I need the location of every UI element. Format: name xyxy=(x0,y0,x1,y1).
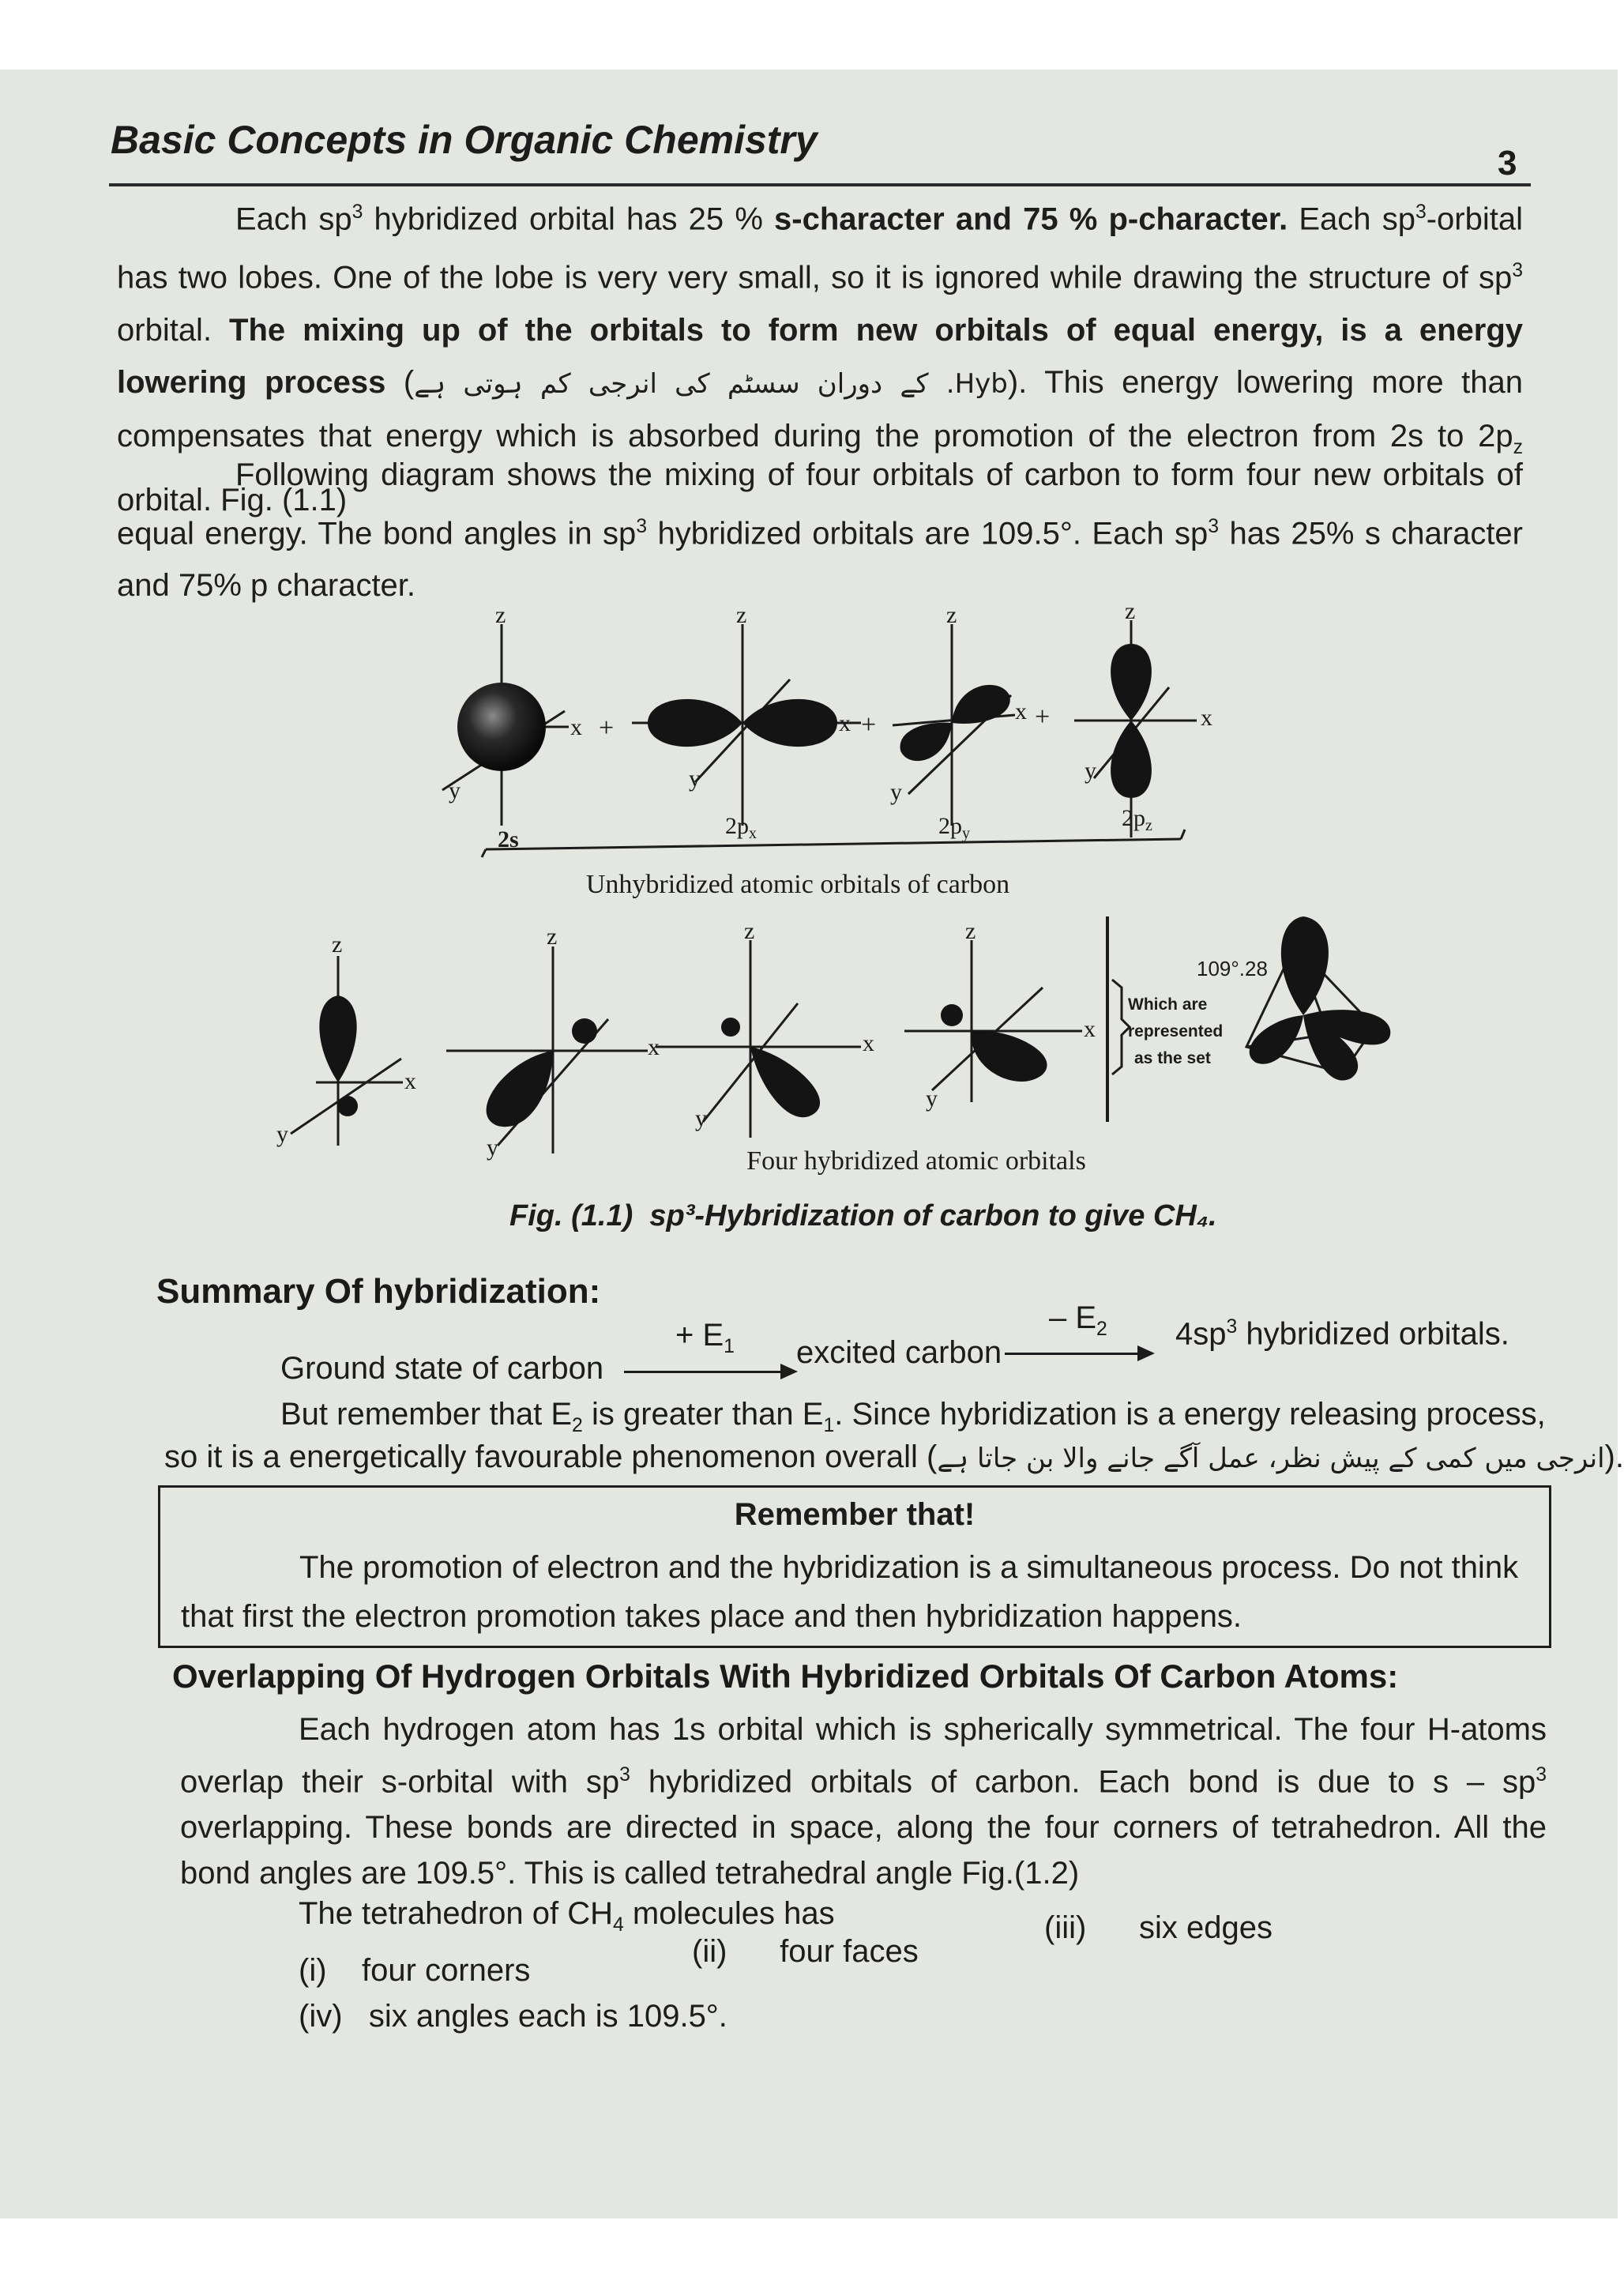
urdu-note: انرجی میں کمی کے پیش نظر، عمل آگے جانے والا بن جاتا ہے xyxy=(937,1443,1605,1474)
superscript: 3 xyxy=(636,516,648,537)
list-item xyxy=(299,1953,530,1989)
orbital-lobe xyxy=(952,685,1010,724)
remember-title: Remember that! xyxy=(734,1497,976,1532)
text-run: The tetrahedron of CH xyxy=(299,1896,613,1931)
text-run: – E xyxy=(1049,1300,1097,1335)
superscript: 3 xyxy=(1415,201,1427,223)
summary-line-favourable xyxy=(164,1439,1624,1475)
axis-label-z: z xyxy=(744,918,755,944)
axis-label-x: x xyxy=(1084,1016,1096,1042)
list-item-text: six angles each is 109.5°. xyxy=(368,1999,727,2034)
bold-text: The mixing up of the orbitals to form new orbitals of equal energy, is a energy lowering process xyxy=(117,312,1524,400)
list-item-number: (ii) xyxy=(692,1934,727,1969)
text-run: Each sp xyxy=(1288,201,1415,237)
tetrahedron-intro xyxy=(299,1896,835,1936)
text-run: hybridized orbitals of carbon. Each bond is due to s – sp xyxy=(630,1764,1536,1800)
bracket-end xyxy=(482,849,486,857)
tetrahedral-set-drawing xyxy=(1246,916,1390,1081)
bracket-end xyxy=(1181,830,1185,839)
figure-caption xyxy=(509,1199,1217,1233)
text-run: ). This energy lowering more than compensates that energy which is absorbed during the promotion of the electron from 2s to 2p xyxy=(117,364,1524,453)
axis-label-x: x xyxy=(1015,698,1027,724)
remember-body: The promotion of electron and the hybridization is a simultaneous process. Do not think that first the electron promotion takes place and then hybridization happens. xyxy=(181,1550,1519,1634)
arrow-e1-head xyxy=(780,1364,798,1379)
axis-label-y: y xyxy=(689,766,701,792)
text-run: has 25% s character and 75% p character. xyxy=(117,516,1523,604)
summary-excited-carbon: excited carbon xyxy=(796,1335,1002,1370)
axis-label-z: z xyxy=(547,924,558,950)
axis-label-x: x xyxy=(1201,705,1212,731)
superscript: 3 xyxy=(351,201,363,223)
overlap-heading: Overlapping Of Hydrogen Orbitals With Hybridized Orbitals Of Carbon Atoms: xyxy=(172,1658,1399,1695)
axis-label-x: x xyxy=(839,710,851,736)
text-run: overlapping. These bonds are directed in space, along the four corners of tetrahedron. All the bond angles are 109.5°. This is called tetrahedral angle Fig.(1.2) xyxy=(180,1810,1547,1891)
axis-label-z: z xyxy=(965,918,976,944)
orbital-lobe xyxy=(900,723,952,762)
orbital-label-2s: 2s xyxy=(498,826,519,852)
set-brace xyxy=(1112,980,1130,1074)
orbital-lobe xyxy=(648,699,742,747)
arrow-e2-head xyxy=(1137,1345,1155,1361)
hybrid-orbital-lobe xyxy=(1281,916,1329,1015)
overlap-paragraph xyxy=(180,1707,1547,1896)
subscript: 2 xyxy=(572,1415,583,1436)
orbital-lobe xyxy=(742,699,837,747)
page-number: 3 xyxy=(1498,144,1517,183)
axis-label-z: z xyxy=(946,602,957,628)
caption-hybridized: Four hybridized atomic orbitals xyxy=(746,1146,1086,1176)
text-run: 4sp xyxy=(1175,1316,1227,1352)
axis-label-z: z xyxy=(332,931,343,958)
axis-label-y: y xyxy=(449,777,461,803)
set-note-line: represented xyxy=(1128,1022,1224,1041)
text-run: orbital. Fig. (1.1) xyxy=(117,482,348,517)
axis-label-y: y xyxy=(276,1121,288,1147)
orbital-label-2px: $2p_x$ xyxy=(725,813,757,842)
hybrid-orbital-small-lobe xyxy=(337,1096,358,1116)
axis-label-x: x xyxy=(863,1030,874,1056)
text-run: hybridized orbital has 25 % xyxy=(363,201,775,237)
arrow-e1-line xyxy=(624,1371,782,1373)
text-run: is greater than E xyxy=(582,1397,824,1432)
text-run: hybridized orbitals are 109.5°. Each sp xyxy=(647,516,1209,551)
axis-label-y: y xyxy=(890,779,902,805)
energy-e2-label xyxy=(1049,1300,1107,1341)
text-run: ). xyxy=(1604,1439,1624,1474)
text-run: . Since hybridization is a energy releasing process, xyxy=(834,1397,1546,1432)
summary-heading: Summary Of hybridization: xyxy=(156,1272,601,1311)
superscript: 3 xyxy=(1536,1764,1547,1786)
text-run: -orbital has two lobes. One of the lobe is very very small, so it is ignored while drawing the structure of sp xyxy=(117,201,1523,295)
list-item xyxy=(299,1999,727,2034)
hybrid-orbital-small-lobe xyxy=(941,1004,963,1026)
summary-line-remember-e2 xyxy=(280,1397,1544,1437)
list-item-number: (iii) xyxy=(1044,1910,1087,1945)
list-item-text: six edges xyxy=(1139,1910,1273,1945)
superscript: 3 xyxy=(1208,516,1220,537)
axis-label-z: z xyxy=(736,602,747,628)
plus-sign: + xyxy=(1035,702,1051,732)
running-header-title: Basic Concepts in Organic Chemistry xyxy=(111,118,818,162)
plus-sign: + xyxy=(861,710,877,739)
superscript: 3 xyxy=(1512,260,1523,282)
subscript: 2 xyxy=(1096,1319,1107,1340)
hybrid-orbital-small-lobe xyxy=(572,1018,597,1044)
set-note-line: Which are xyxy=(1128,995,1208,1014)
hybrid-orbital-small-lobe xyxy=(721,1018,740,1037)
subscript: z xyxy=(1513,436,1523,458)
bold-text: s-character and 75 % p-character. xyxy=(774,201,1288,237)
list-item xyxy=(1044,1910,1273,1946)
figure-caption-main: sp³-Hybridization of carbon to give CH₄. xyxy=(649,1199,1217,1232)
axis-label-z: z xyxy=(495,602,506,628)
bracket-line xyxy=(486,839,1181,849)
hybrid-orbital-lobe xyxy=(487,1051,553,1127)
bond-angle-label: 109°.28 xyxy=(1197,957,1268,980)
superscript: 3 xyxy=(1226,1316,1238,1338)
caption-unhybridized: Unhybridized atomic orbitals of carbon xyxy=(585,870,1010,899)
orbital-lobe xyxy=(1111,644,1152,721)
summary-result xyxy=(1175,1316,1509,1352)
axis-label-x: x xyxy=(648,1034,660,1060)
urdu-note: Hyb. کے دوران سسٹم کی انرجی کم ہوتی ہے xyxy=(414,367,1008,400)
superscript: 3 xyxy=(619,1764,630,1786)
hybrid-orbital-lobe xyxy=(972,1031,1047,1082)
text-run: molecules has xyxy=(623,1896,835,1931)
text-run: But remember that E xyxy=(280,1397,573,1432)
axis-label-x: x xyxy=(404,1068,416,1094)
text-run: hybridized orbitals. xyxy=(1237,1316,1509,1352)
list-item-text: four corners xyxy=(361,1953,531,1988)
list-item-number: (i) xyxy=(299,1953,327,1988)
orbital-2s-sphere xyxy=(457,683,546,771)
remember-box xyxy=(158,1485,1551,1648)
axis-label-x: x xyxy=(570,714,582,740)
axis-label-y: y xyxy=(926,1086,938,1112)
orbital-lobe xyxy=(1111,721,1152,798)
text-run: Each hydrogen atom has 1s orbital which is spherically symmetrical. The four H-atoms overlap their s-orbital with sp xyxy=(180,1712,1547,1800)
subscript: 4 xyxy=(613,1914,624,1936)
text-run: Each sp xyxy=(235,201,352,237)
subscript: 1 xyxy=(724,1336,735,1357)
axis-label-y: y xyxy=(695,1105,707,1131)
summary-ground-state: Ground state of carbon xyxy=(280,1351,604,1386)
text-run: Following diagram shows the mixing of four orbitals of carbon to form four new orbitals of equal energy. The bond angles in sp xyxy=(117,457,1523,551)
figure-caption-prefix: Fig. (1.1) xyxy=(509,1199,633,1232)
energy-e1-label xyxy=(675,1318,735,1358)
text-run: orbital. xyxy=(117,312,230,348)
list-item-number: (iv) xyxy=(299,1999,343,2034)
hybrid-orbital-lobe xyxy=(750,1047,820,1117)
axis-label-z: z xyxy=(1125,598,1136,624)
subscript: 1 xyxy=(823,1415,835,1436)
text-run: + E xyxy=(675,1318,724,1353)
hybrid-orbital-lobe xyxy=(319,995,356,1082)
list-item xyxy=(692,1934,919,1970)
axis-label-y: y xyxy=(1085,758,1096,784)
axis-label-y: y xyxy=(487,1135,498,1161)
set-note-line: as the set xyxy=(1134,1049,1211,1067)
text-run: so it is a energetically favourable phenomenon overall ( xyxy=(164,1439,938,1474)
arrow-e2-line xyxy=(1005,1353,1139,1355)
list-item-text: four faces xyxy=(780,1934,919,1969)
orbital-label-2pz: $2p_z$ xyxy=(1122,805,1152,834)
text-run: ( xyxy=(385,364,415,400)
orbital-label-2py: $2p_y$ xyxy=(938,813,970,842)
plus-sign: + xyxy=(599,713,615,743)
